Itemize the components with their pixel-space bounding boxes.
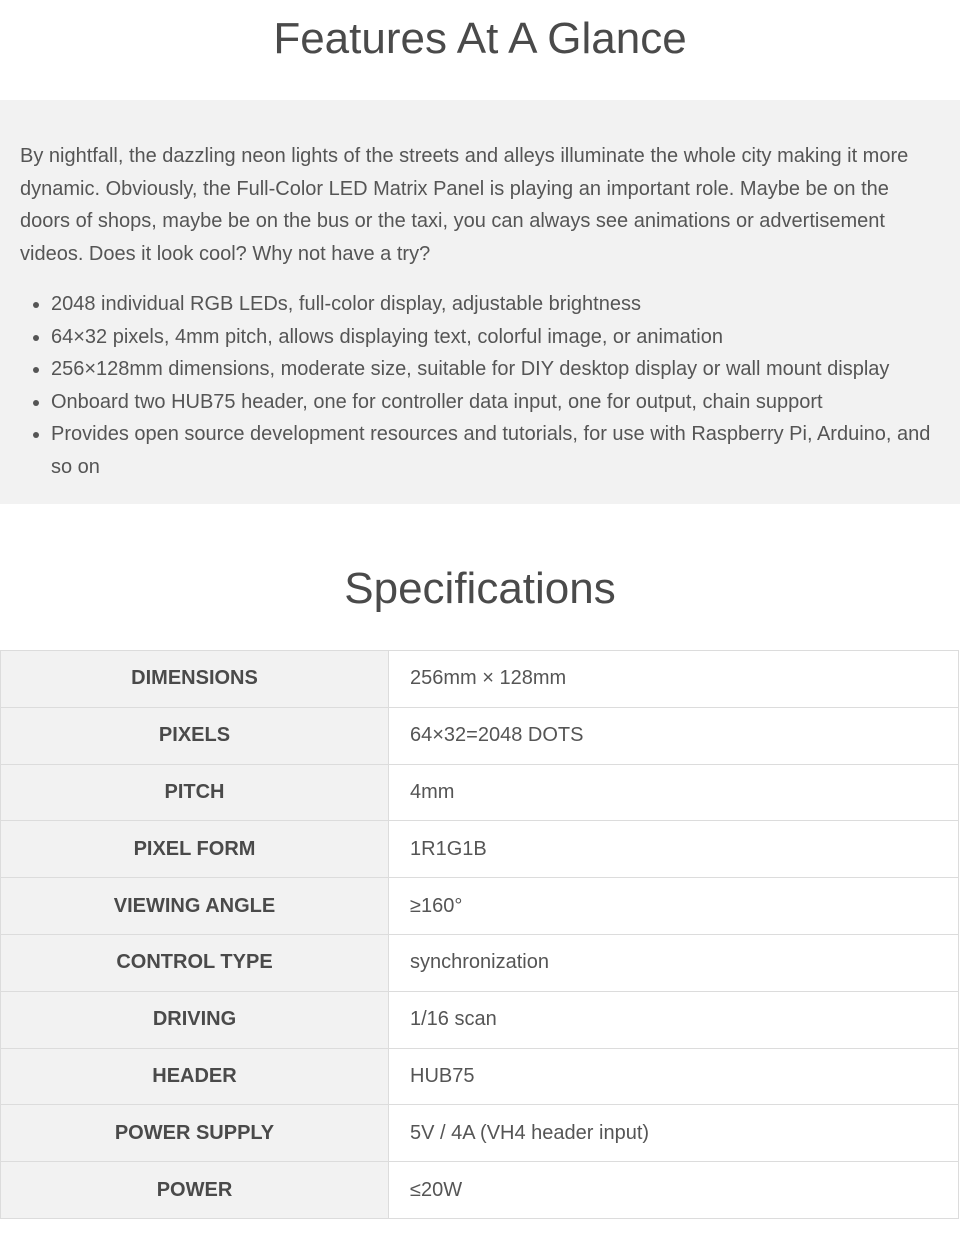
table-row [1,651,959,708]
feature-item: • 256×128mm dimensions, moderate size, suitable for DIY desktop display or wall mount display [51,353,940,386]
spec-label: POWER SUPPLY [1,1105,389,1162]
specifications-table [0,650,959,1219]
table-row [1,1162,959,1219]
table-row [1,821,959,878]
spec-label: PITCH [1,764,389,821]
spec-value: 256mm × 128mm [389,651,959,708]
spec-label: DIMENSIONS [1,651,389,708]
features-title: Features At A Glance [273,14,687,63]
spec-value: HUB75 [389,1048,959,1105]
spec-label: CONTROL TYPE [1,934,389,991]
table-row [1,1105,959,1162]
features-intro: By nightfall, the dazzling neon lights of the streets and alleys illuminate the whole city making it more dynamic. Obviously, the Full-Color LED Matrix Panel is playing an important role. Maybe be on the doors of shops, maybe be on the bus or the taxi, you can always see animations or advertisement videos. Does it look cool? Why not have a try? [20,145,909,265]
spec-label: POWER [1,1162,389,1219]
feature-item: • Onboard two HUB75 header, one for controller data input, one for output, chain support [51,386,940,419]
spec-label: PIXEL FORM [1,821,389,878]
table-row [1,991,959,1048]
table-row [1,878,959,935]
feature-item: • 64×32 pixels, 4mm pitch, allows displaying text, colorful image, or animation [51,321,940,354]
spec-label: DRIVING [1,991,389,1048]
spec-value: 64×32=2048 DOTS [389,707,959,764]
feature-item: • Provides open source development resources and tutorials, for use with Raspberry Pi, Arduino, and so on [51,418,940,483]
spec-value: 4mm [389,764,959,821]
features-list [20,288,940,483]
table-row [1,764,959,821]
table-row [1,707,959,764]
spec-value: ≤20W [389,1162,959,1219]
table-row [1,1048,959,1105]
table-row [1,934,959,991]
feature-item: • 2048 individual RGB LEDs, full-color display, adjustable brightness [51,288,940,321]
spec-label: PIXELS [1,707,389,764]
spec-value: synchronization [389,934,959,991]
features-section [0,100,960,504]
spec-value: 1R1G1B [389,821,959,878]
spec-value: ≥160° [389,878,959,935]
specifications-title: Specifications [344,564,616,613]
spec-value: 1/16 scan [389,991,959,1048]
spec-label: HEADER [1,1048,389,1105]
spec-value: 5V / 4A (VH4 header input) [389,1105,959,1162]
spec-label: VIEWING ANGLE [1,878,389,935]
